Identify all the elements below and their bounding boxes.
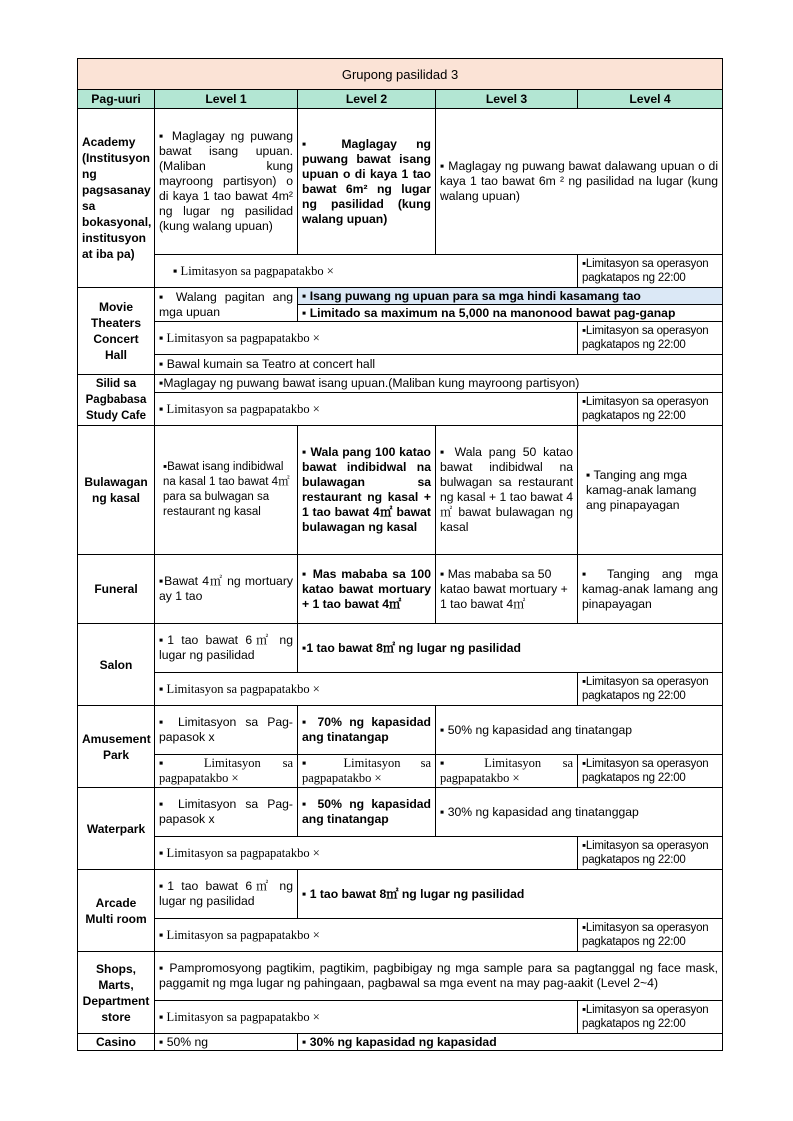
arcade-level-1: ▪1 tao bawat 6㎡ ng lugar ng pasilidad bbox=[155, 870, 298, 919]
table-row bbox=[78, 555, 723, 624]
movie-level-2-4-seat-spacing: ▪ Isang puwang ng upuan para sa mga hindi kasamang tao bbox=[298, 288, 723, 305]
table-row bbox=[78, 393, 723, 426]
academy-level-2: ▪ Maglagay ng puwang bawat isang upuan o di kaya 1 tao bawat 6m² ng lugar ng pasilidad (kung walang upuan) bbox=[298, 109, 436, 255]
table-row bbox=[78, 919, 723, 952]
study-level-1-4: ▪Maglagay ng puwang bawat isang upuan.(Maliban kung mayroong partisyon) bbox=[155, 375, 723, 393]
funeral-level-1: ▪Bawat 4㎡ ng mortuary ay 1 tao bbox=[155, 555, 298, 624]
header-level-4: Level 4 bbox=[578, 90, 723, 109]
wedding-level-1: ▪Bawat isang indibidwal na kasal 1 tao bawat 4㎡ para sa bulwagan sa restaurant ng kasal bbox=[155, 426, 298, 555]
table-row bbox=[78, 788, 723, 837]
header-level-1: Level 1 bbox=[155, 90, 298, 109]
movie-no-eating: ▪ Bawal kumain sa Teatro at concert hall bbox=[155, 355, 723, 375]
table-row bbox=[78, 255, 723, 288]
category-academy: Academy (Institusyon ng pagsasanay sa bokasyonal, institusyon at iba pa) bbox=[78, 109, 155, 288]
amusement-level-3-4: ▪ 50% ng kapasidad ang tinatangap bbox=[436, 706, 723, 755]
table-row bbox=[78, 837, 723, 870]
amusement-operation-limit-l3: ▪ Limitasyon sa pagpapatakbo × bbox=[436, 755, 578, 788]
table-row bbox=[78, 375, 723, 393]
table-row bbox=[78, 1001, 723, 1034]
funeral-level-3: ▪ Mas mababa sa 50 katao bawat mortuary + 1 tao bawat 4㎡ bbox=[436, 555, 578, 624]
table-row bbox=[78, 355, 723, 375]
table-row bbox=[78, 322, 723, 355]
funeral-level-4: ▪ Tanging ang mga kamag-anak lamang ang pinapayagan bbox=[578, 555, 723, 624]
casino-level-1: ▪ 50% ng bbox=[155, 1034, 298, 1051]
table-row bbox=[78, 870, 723, 919]
table-row bbox=[78, 706, 723, 755]
table-row bbox=[78, 1034, 723, 1051]
header-category: Pag-uuri bbox=[78, 90, 155, 109]
amusement-level-2: ▪ 70% ng kapasidad ang tinatangap bbox=[298, 706, 436, 755]
table-row bbox=[78, 109, 723, 255]
category-amusement-park: Amusement Park bbox=[78, 706, 155, 788]
casino-level-2-4: ▪ 30% ng kapasidad ng kapasidad bbox=[298, 1034, 723, 1051]
category-arcade: Arcade Multi room bbox=[78, 870, 155, 952]
wedding-level-4: ▪ Tanging ang mga kamag-anak lamang ang pinapayagan bbox=[578, 426, 723, 555]
study-hours-limit: ▪Limitasyon sa operasyon pagkatapos ng 22:00 bbox=[578, 393, 723, 426]
category-salon: Salon bbox=[78, 624, 155, 706]
category-waterpark: Waterpark bbox=[78, 788, 155, 870]
table-title-row bbox=[78, 59, 723, 90]
table-row bbox=[78, 952, 723, 1001]
academy-hours-limit: ▪Limitasyon sa operasyon pagkatapos ng 22:00 bbox=[578, 255, 723, 288]
waterpark-hours-limit: ▪Limitasyon sa operasyon pagkatapos ng 22:00 bbox=[578, 837, 723, 870]
header-level-3: Level 3 bbox=[436, 90, 578, 109]
shops-operation-limit: ▪ Limitasyon sa pagpapatakbo × bbox=[155, 1001, 578, 1034]
academy-level-1: ▪ Maglagay ng puwang bawat isang upuan. (Maliban kung mayroong partisyon) o di kaya 1 tao bawat 4m² ng lugar ng pasilidad (kung walang upuan) bbox=[155, 109, 298, 255]
amusement-hours-limit: ▪Limitasyon sa operasyon pagkatapos ng 22:00 bbox=[578, 755, 723, 788]
header-row bbox=[78, 90, 723, 109]
academy-operation-limit: ▪ Limitasyon sa pagpapatakbo × bbox=[155, 255, 578, 288]
table-row bbox=[78, 288, 723, 305]
movie-level-2-4-audience-limit: ▪ Limitado sa maximum na 5,000 na manonood bawat pag-ganap bbox=[298, 305, 723, 322]
wedding-level-2: ▪ Wala pang 100 katao bawat indibidwal na bulawagan sa restaurant ng kasal + 1 tao bawat 4㎡ bawat bulawagan ng kasal bbox=[298, 426, 436, 555]
arcade-operation-limit: ▪ Limitasyon sa pagpapatakbo × bbox=[155, 919, 578, 952]
wedding-level-3: ▪ Wala pang 50 katao bawat indibidwal na bulwagan sa restaurant ng kasal + 1 tao bawat 4㎡ bawat bulawagan ng kasal bbox=[436, 426, 578, 555]
salon-operation-limit: ▪ Limitasyon sa pagpapatakbo × bbox=[155, 673, 578, 706]
header-level-2: Level 2 bbox=[298, 90, 436, 109]
category-shops: Shops, Marts, Department store bbox=[78, 952, 155, 1034]
category-wedding-hall: Bulawagan ng kasal bbox=[78, 426, 155, 555]
movie-hours-limit: ▪Limitasyon sa operasyon pagkatapos ng 22:00 bbox=[578, 322, 723, 355]
academy-level-3-4: ▪ Maglagay ng puwang bawat dalawang upuan o di kaya 1 tao bawat 6m ² ng pasilidad na lugar (kung walang upuan) bbox=[436, 109, 723, 255]
table-title: Grupong pasilidad 3 bbox=[78, 59, 723, 90]
waterpark-level-1: ▪ Limitasyon sa Pag-papasok x bbox=[155, 788, 298, 837]
amusement-operation-limit-l1: ▪ Limitasyon sa pagpapatakbo × bbox=[155, 755, 298, 788]
table-row bbox=[78, 673, 723, 706]
arcade-hours-limit: ▪Limitasyon sa operasyon pagkatapos ng 22:00 bbox=[578, 919, 723, 952]
category-study-cafe: Silid sa Pagbabasa Study Cafe bbox=[78, 375, 155, 426]
movie-operation-limit: ▪ Limitasyon sa pagpapatakbo × bbox=[155, 322, 578, 355]
movie-level-1: ▪ Walang pagitan ang mga upuan bbox=[155, 288, 298, 322]
category-casino: Casino bbox=[78, 1034, 155, 1051]
waterpark-level-3-4: ▪ 30% ng kapasidad ang tinatanggap bbox=[436, 788, 723, 837]
table-row bbox=[78, 426, 723, 555]
category-funeral: Funeral bbox=[78, 555, 155, 624]
table-row bbox=[78, 624, 723, 673]
arcade-level-2-4: ▪ 1 tao bawat 8㎡ ng lugar ng pasilidad bbox=[298, 870, 723, 919]
table-row bbox=[78, 755, 723, 788]
salon-level-1: ▪1 tao bawat 6㎡ ng lugar ng pasilidad bbox=[155, 624, 298, 673]
facility-group-3-table bbox=[77, 58, 723, 1051]
category-movie-theaters: Movie Theaters Concert Hall bbox=[78, 288, 155, 375]
amusement-operation-limit-l2: ▪ Limitasyon sa pagpapatakbo × bbox=[298, 755, 436, 788]
funeral-level-2: ▪ Mas mababa sa 100 katao bawat mortuary + 1 tao bawat 4㎡ bbox=[298, 555, 436, 624]
study-operation-limit: ▪ Limitasyon sa pagpapatakbo × bbox=[155, 393, 578, 426]
waterpark-level-2: ▪ 50% ng kapasidad ang tinatangap bbox=[298, 788, 436, 837]
salon-level-2-4: ▪1 tao bawat 8㎡ ng lugar ng pasilidad bbox=[298, 624, 723, 673]
shops-level-1-4: ▪ Pampromosyong pagtikim, pagtikim, pagbibigay ng mga sample para sa pagtanggal ng face mask, paggamit ng mga lugar ng pahingaan, pagbawal sa mga event na may pag-aakit (Level 2~4) bbox=[155, 952, 723, 1001]
salon-hours-limit: ▪Limitasyon sa operasyon pagkatapos ng 22:00 bbox=[578, 673, 723, 706]
shops-hours-limit: ▪Limitasyon sa operasyon pagkatapos ng 22:00 bbox=[578, 1001, 723, 1034]
amusement-level-1: ▪ Limitasyon sa Pag-papasok x bbox=[155, 706, 298, 755]
waterpark-operation-limit: ▪ Limitasyon sa pagpapatakbo × bbox=[155, 837, 578, 870]
